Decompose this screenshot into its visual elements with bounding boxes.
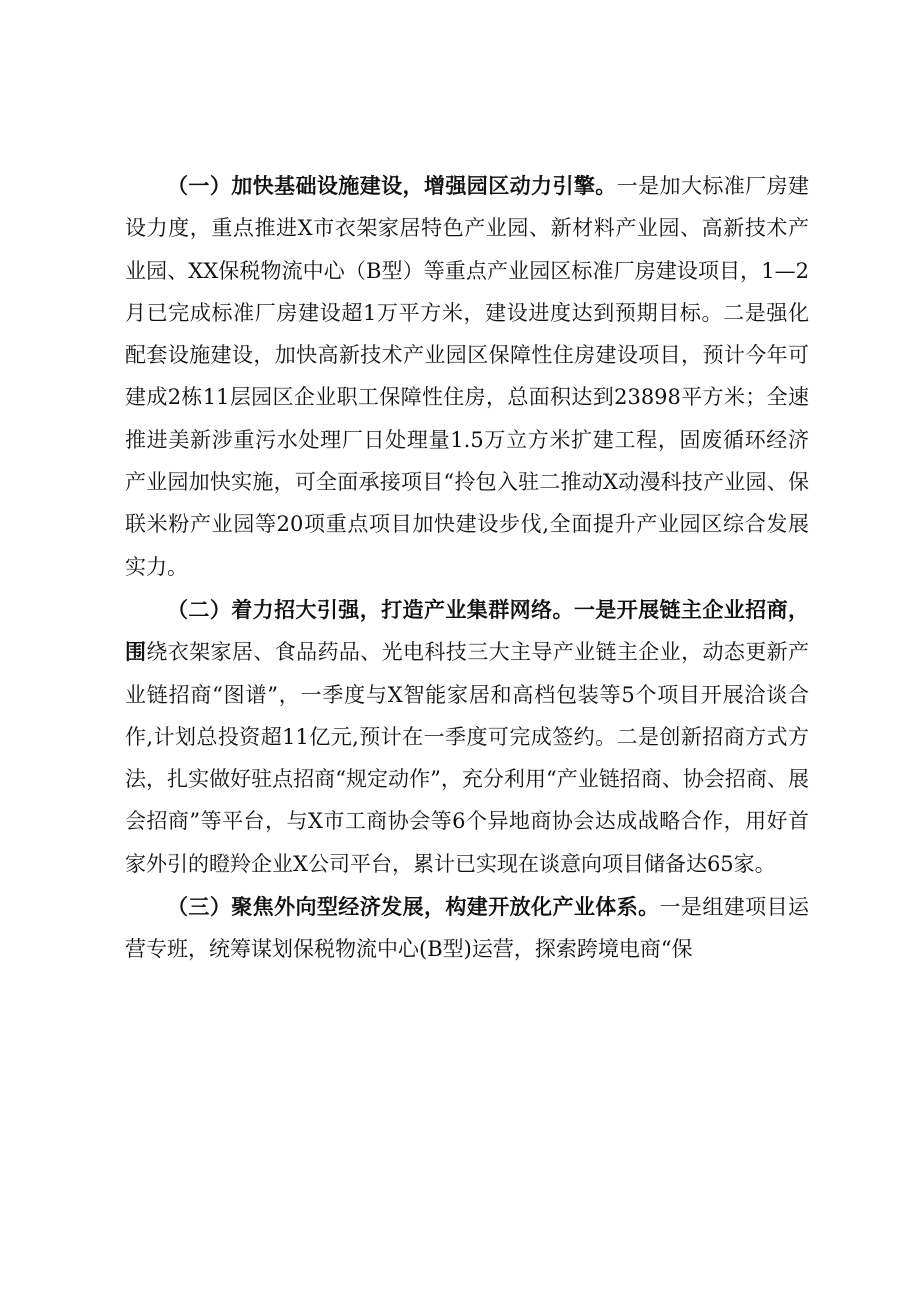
paragraph-text: 绕衣架家居、食品药品、光电科技三大主导产业链主企业，动态更新产业链招商“图谱”，一季度与X智能家居和高档包装等5个项目开展洽谈合作,计划总投资超11亿元,预计在一季度可完成签约。二是创新招商方式方法，扎实做好驻点招商“规定动作”，充分利用“产业链招商、协会招商、展会招商”等平台，与X市工商协会等6个异地商协会达成战略合作，用好首家外引的瞪羚企业X公司平台，累计已实现在谈意向项目储备达65家。 (125, 640, 810, 876)
paragraph-heading: （一）加快基础设施建设，增强园区动力引擎。 (167, 174, 617, 198)
paragraph-infrastructure (125, 165, 809, 588)
paragraph-heading: （三）聚焦外向型经济发展，构建开放化产业体系。 (167, 895, 660, 920)
paragraph-investment (125, 589, 809, 885)
paragraph-export-economy (125, 886, 809, 971)
paragraph-text: 一是加大标准厂房建设力度，重点推进X市衣架家居特色产业园、新材料产业园、高新技术产业园、XX保税物流中心（B型）等重点产业园区标准厂房建设项目，1—2月已完成标准厂房建设超1万平方米，建设进度达到预期目标。二是强化配套设施建设，加快高新技术产业园区保障性住房建设项目，预计今年可建成2栋11层园区企业职工保障性住房，总面积达到23898平方米；全速推进美新涉重污水处理厂日处理量1.5万立方米扩建工程，固废循环经济产业园加快实施，可全面承接项目“拎包入驻二推动X动漫科技产业园、保联米粉产业园等20项重点项目加快建设步伐,全面提升产业园区综合发展实力。 (125, 174, 810, 579)
paragraph-heading: （二）着力招大引强，打造产业集群网络。一是开展链主企业招商，围 (125, 597, 809, 665)
paragraph-text: 一是组建项目运营专班，统筹谋划保税物流中心(B型)运营，探索跨境电商“保 (125, 895, 809, 962)
document-body (125, 165, 809, 971)
